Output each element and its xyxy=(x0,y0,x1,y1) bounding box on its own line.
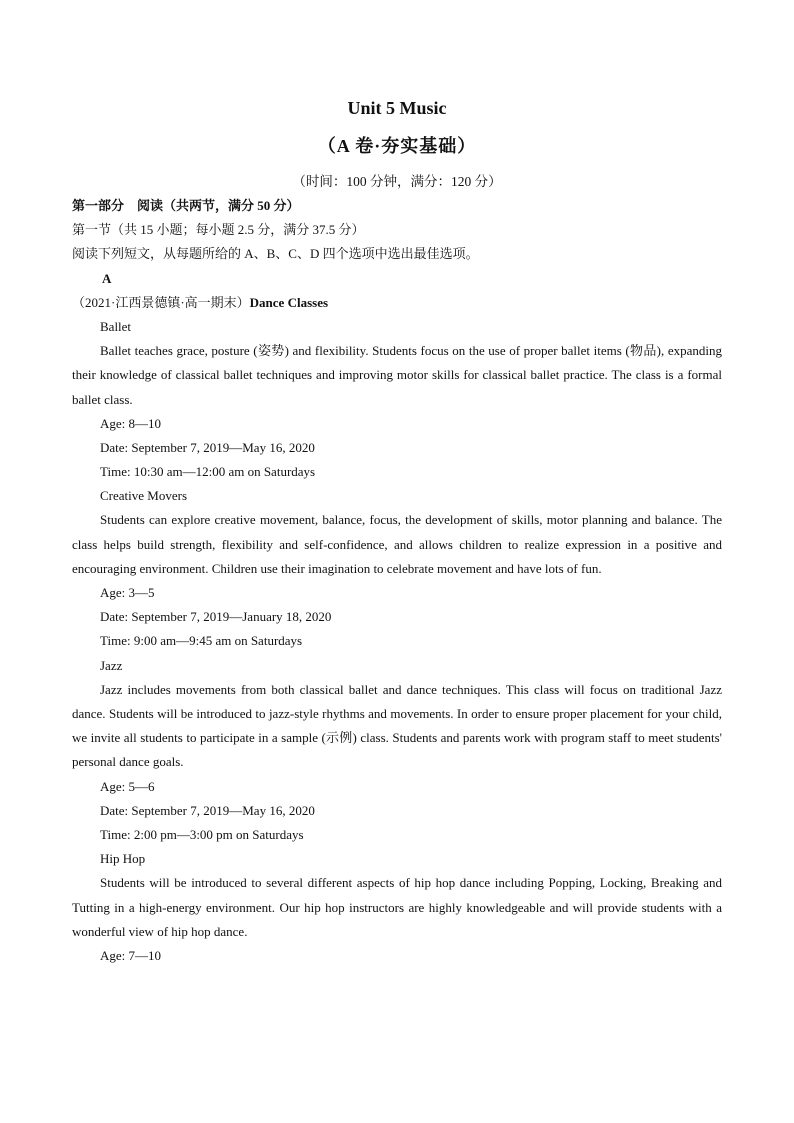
class-date-ballet: Date: September 7, 2019—May 16, 2020 xyxy=(100,439,315,455)
class-description-ballet: Ballet teaches grace, posture (姿势) and flexibility. Students focus on the use of proper ballet items (物品), expanding their knowledge of classical ballet techniques and improving motor skills for classical ballet practice. The class is a formal ballet class. xyxy=(72,343,722,407)
class-age-creative-movers: Age: 3—5 xyxy=(100,585,155,601)
reading-part xyxy=(72,194,722,968)
class-date-jazz: Date: September 7, 2019—May 16, 2020 xyxy=(100,802,315,818)
class-name-creative-movers: Creative Movers xyxy=(100,488,188,504)
class-time-jazz: Time: 2:00 pm—3:00 pm on Saturdays xyxy=(100,827,304,843)
class-age-ballet: Age: 8—10 xyxy=(100,415,162,431)
class-description-hip-hop: Students will be introduced to several different aspects of hip hop dance including Popping, Locking, Breaking and Tutting in a high-energy environment. Our hip hop instructors are highly knowledgeable and will provide students with a wonderful view of hip hop dance. xyxy=(72,875,722,939)
part-heading: 第一部分 阅读（共两节，满分 50 分） xyxy=(72,198,300,213)
unit-title: Unit 5 Music xyxy=(347,98,447,118)
class-age-jazz: Age: 5—6 xyxy=(100,778,155,794)
class-description-jazz: Jazz includes movements from both classical ballet and dance techniques. This class will focus on traditional Jazz dance. Students will be introduced to jazz-style rhythms and movements. In order to ensure proper placement for your child, we invite all students to participate in a sample (示例) class. Students and parents work with program staff to meet students' personal dance goals. xyxy=(72,681,722,770)
instruction: 阅读下列短文，从每题所给的 A、B、C、D 四个选项中选出最佳选项。 xyxy=(72,246,479,262)
passage-source: （2021·江西景德镇·高一期末） xyxy=(72,294,250,310)
class-description-creative-movers: Students can explore creative movement, balance, focus, the development of skills, motor planning and balance. The class helps build strength, flexibility and self-confidence, and allows children to realize expression in a positive and encouraging environment. Children use their imagination to celebrate movement and have lots of fun. xyxy=(72,512,722,576)
section-info: 第一节（共 15 小题；每小题 2.5 分，满分 37.5 分） xyxy=(72,222,365,238)
class-time-creative-movers: Time: 9:00 am—9:45 am on Saturdays xyxy=(100,633,303,649)
class-name-jazz: Jazz xyxy=(100,657,123,673)
passage-title: Dance Classes xyxy=(249,294,329,310)
class-name-hip-hop: Hip Hop xyxy=(100,851,146,867)
time-info: （时间：100 分钟，满分：120 分） xyxy=(292,174,502,189)
class-age-hip-hop: Age: 7—10 xyxy=(100,948,162,964)
test-subtitle: （A 卷·夯实基础） xyxy=(317,136,477,156)
class-time-ballet: Time: 10:30 am—12:00 am on Saturdays xyxy=(100,464,316,480)
passage-letter: A xyxy=(102,270,112,286)
passage-header xyxy=(72,291,722,315)
class-date-creative-movers: Date: September 7, 2019—January 18, 2020 xyxy=(100,609,332,625)
class-name-ballet: Ballet xyxy=(100,318,132,334)
